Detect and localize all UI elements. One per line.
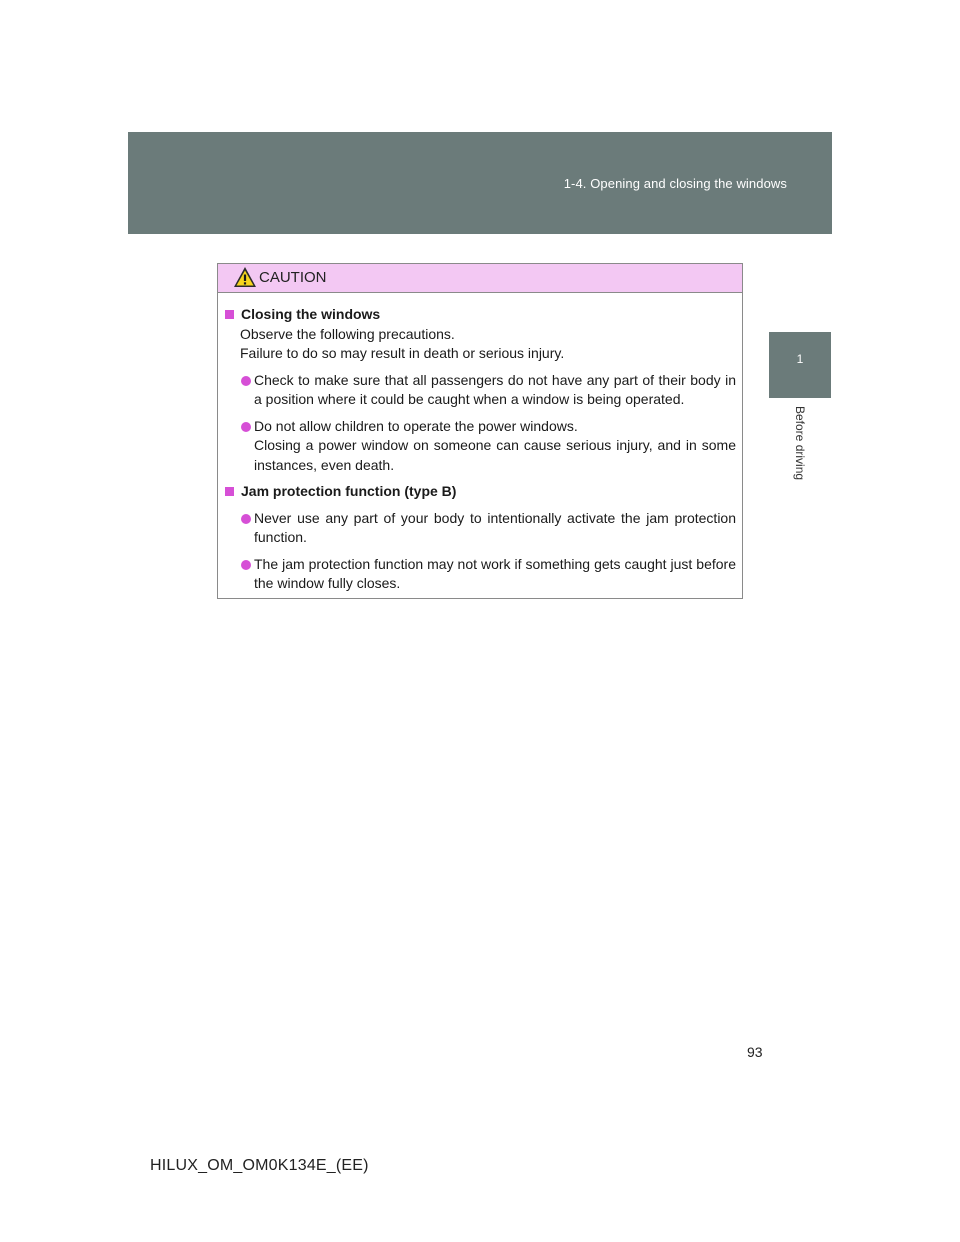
- chapter-label-container: [792, 406, 808, 498]
- chapter-label: Before driving: [793, 406, 807, 481]
- chapter-number: 1: [796, 352, 804, 366]
- warning-triangle-icon: [233, 266, 257, 288]
- section-title: 1-4. Opening and closing the windows: [563, 176, 787, 191]
- header-band: [128, 132, 832, 234]
- caution-box: [217, 263, 743, 599]
- list-item: [224, 509, 736, 548]
- round-bullet-icon: [241, 560, 251, 570]
- round-bullet-icon: [241, 514, 251, 524]
- section-heading: [224, 305, 736, 325]
- list-item: [224, 555, 736, 594]
- chapter-tab: [769, 332, 831, 398]
- list-item-continuation: Closing a power window on someone can cause serious injury, and in some instances, even death.: [254, 437, 736, 473]
- round-bullet-icon: [241, 376, 251, 386]
- caution-body: [218, 293, 742, 594]
- list-item: [224, 417, 736, 476]
- section-heading: [224, 482, 736, 502]
- document-code: HILUX_OM_OM0K134E_(EE): [150, 1157, 369, 1174]
- list-item-text: Never use any part of your body to intentionally activate the jam protection function.: [254, 509, 736, 545]
- list-item-text: Check to make sure that all passengers do not have any part of their body in a position where it could be caught when a window is being operated.: [254, 371, 736, 407]
- section-heading-text: Closing the windows: [241, 306, 381, 322]
- instruction-line: Failure to do so may result in death or serious injury.: [240, 345, 565, 361]
- instruction-line: Observe the following precautions.: [240, 325, 455, 342]
- caution-title: CAUTION: [259, 269, 327, 286]
- square-bullet-icon: [225, 487, 234, 496]
- section-heading-text: Jam protection function (type B): [241, 483, 457, 499]
- list-item: [224, 371, 736, 410]
- list-item-text: The jam protection function may not work if something gets caught just before the window fully closes.: [254, 555, 736, 591]
- caution-header: [218, 264, 742, 293]
- page-number: 93: [747, 1044, 763, 1060]
- square-bullet-icon: [225, 310, 234, 319]
- round-bullet-icon: [241, 422, 251, 432]
- list-item-text: Do not allow children to operate the power windows.: [254, 417, 578, 434]
